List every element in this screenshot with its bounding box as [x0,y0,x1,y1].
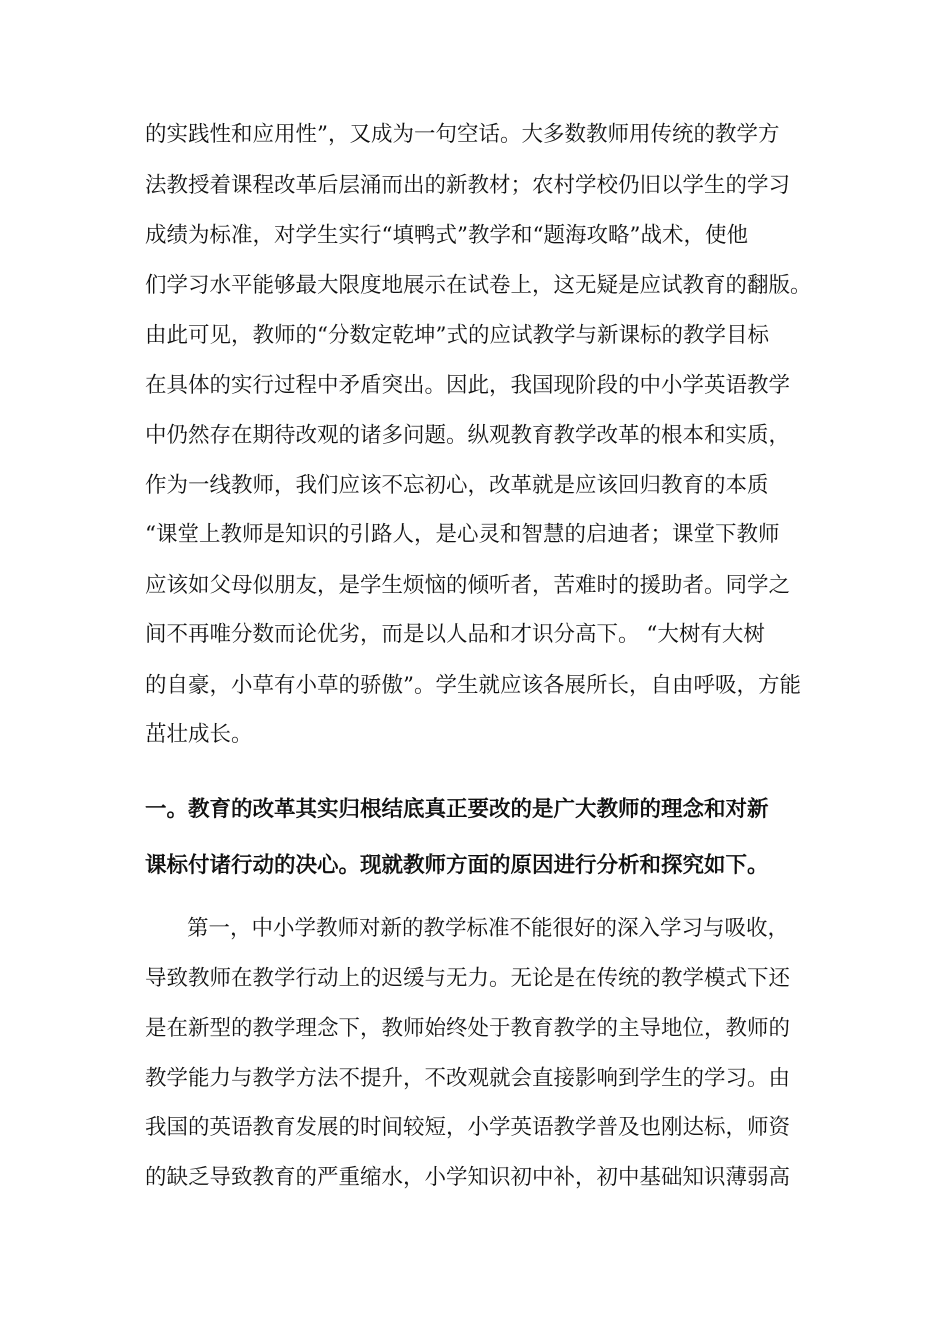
text-line: 成绩为标准，对学生实行“填鸭式”教学和“题海攻略”战术，使他 [145,223,748,248]
text-line: 间不再唯分数而论优劣，而是以人品和才识分高下。 “大树有大树 [145,622,765,647]
text-line: 导致教师在教学行动上的迟缓与无力。无论是在传统的教学模式下还 [145,966,791,991]
text-line: 应该如父母似朋友，是学生烦恼的倾听者，苦难时的援助者。同学之 [145,573,791,598]
text-line: 我国的英语教育发展的时间较短，小学英语教学普及也刚达标，师资 [145,1115,791,1140]
text-line: 们学习水平能够最大限度地展示在试卷上，这无疑是应试教育的翻版。 [145,273,812,298]
text-line: 的缺乏导致教育的严重缩水，小学知识初中补，初中基础知识薄弱高 [145,1165,791,1190]
text-line: 法教授着课程改革后层涌而出的新教材；农村学校仍旧以学生的学习 [145,173,791,198]
heading-line: 一。教育的改革其实归根结底真正要改的是广大教师的理念和对新 [145,797,769,822]
text-line: 中仍然存在期待改观的诸多问题。纵观教育教学改革的根本和实质， [145,423,791,448]
text-line: 由此可见，教师的“分数定乾坤”式的应试教学与新课标的教学目标 [145,323,769,348]
text-line: 的自豪，小草有小草的骄傲”。学生就应该各展所长，自由呼吸，方能 [145,673,801,698]
text-line: 是在新型的教学理念下，教师始终处于教育教学的主导地位，教师的 [145,1016,791,1041]
text-line: “课堂上教师是知识的引路人，是心灵和智慧的启迪者；课堂下教师 [145,522,780,547]
text-line: 教学能力与教学方法不提升，不改观就会直接影响到学生的学习。由 [145,1066,791,1091]
text-line: 作为一线教师，我们应该不忘初心，改革就是应该回归教育的本质 [145,473,769,498]
text-line: 茁壮成长。 [145,722,253,747]
heading-line: 课标付诸行动的决心。现就教师方面的原因进行分析和探究如下。 [145,853,769,878]
text-line: 第一，中小学教师对新的教学标准不能很好的深入学习与吸收， [187,916,790,941]
text-line: 在具体的实行过程中矛盾突出。因此，我国现阶段的中小学英语教学 [145,373,791,398]
text-line: 的实践性和应用性”，又成为一句空话。大多数教师用传统的教学方 [145,122,780,147]
